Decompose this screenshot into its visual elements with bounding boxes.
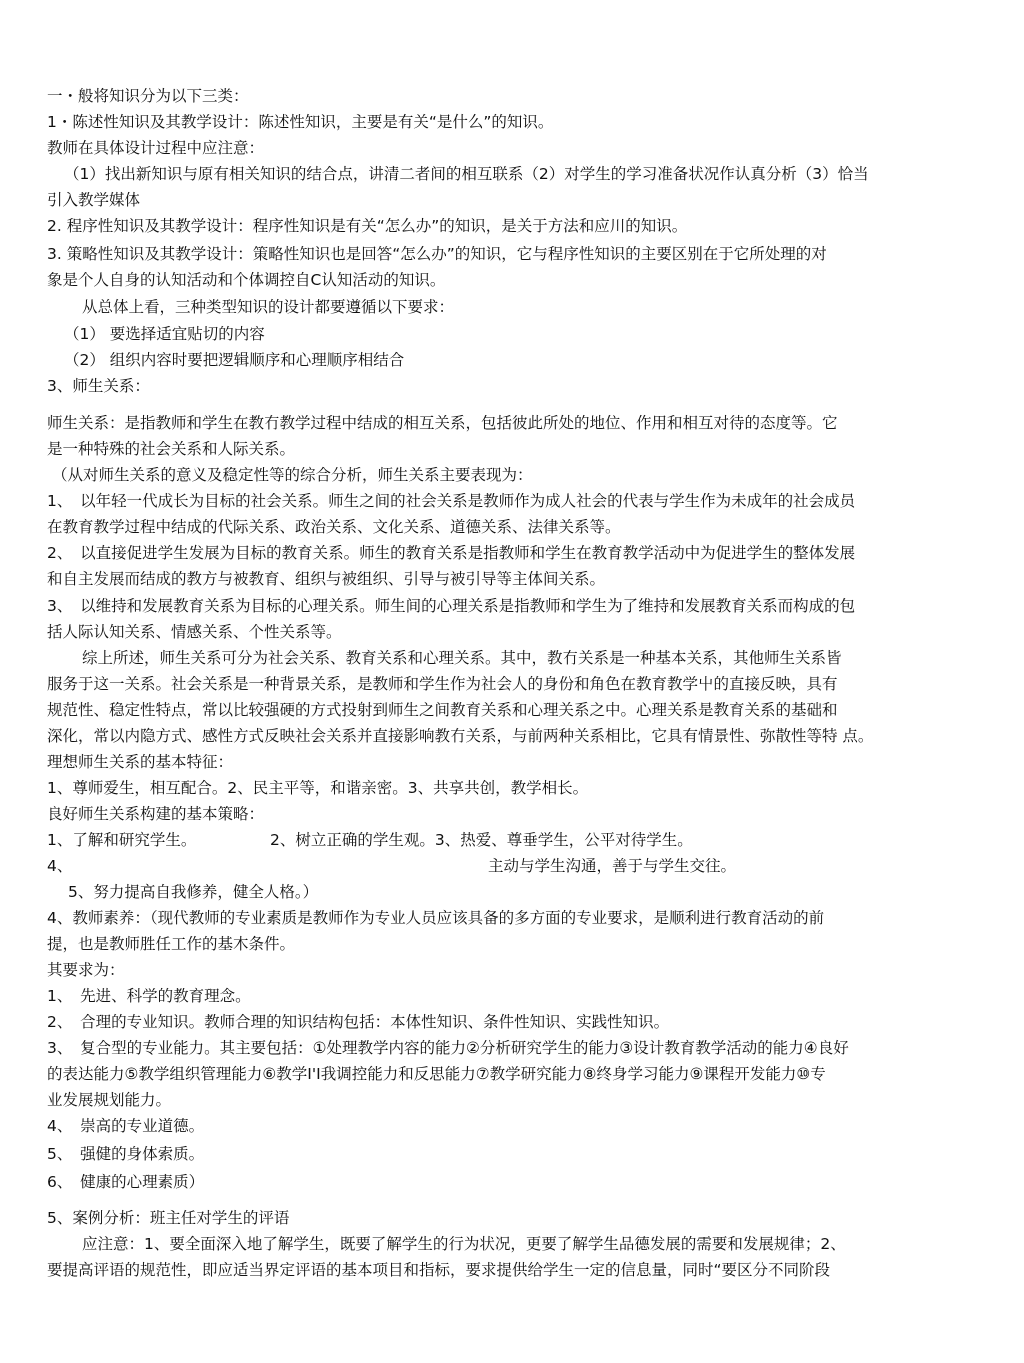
text-line: 1・陈述性知识及其教学设计：陈述性知识，主要是有关“是什么”的知识。 (47, 113, 554, 131)
text-line: 1、尊师爱生，相互配合。2、民主平等，和谐亲密。3、共享共创，教学相长。 (47, 779, 589, 797)
text-line: 理想师生关系的基本特征： (47, 753, 234, 771)
text-line: 3、 复合型的专业能力。其主要包括：①处理教学内容的能力②分析研究学生的能力③设计教育教学活动的能力④良好 (47, 1039, 849, 1057)
text-line: （1）找出新知识与原有相关知识的结合点，讲清二者间的相互联系（2）对学生的学习准备状况作认真分析（3）恰当 (64, 165, 869, 183)
text-line: 5、案例分析：班主任对学生的评语 (47, 1209, 290, 1227)
text-line: 主动与学生沟通，善于与学生交往。 (488, 857, 737, 875)
text-line: 在教育教学过程中结成的代际关系、政治关系、文化关系、道德关系、法律关系等。 (47, 518, 621, 536)
text-line: 1、了解和研究学生。 (47, 831, 197, 849)
text-line: 5、努力提高自我修养，健全人格。） (68, 883, 319, 901)
text-line: 要提高评语的规范性，即应适当界定评语的基本项目和指标，要求提供给学生一定的信息量，同时“要区分不同阶段 (47, 1261, 831, 1279)
text-line: 4、 (47, 857, 73, 875)
text-line: 1、 以年轻一代成长为目标的社会关系。师生之间的社会关系是教师作为成人社会的代表与学生作为未成年的社会成员 (47, 492, 856, 510)
text-line: （2） 组织内容时要把逻辑顺序和心理顺序相结合 (64, 351, 405, 369)
text-line: 深化，常以内隐方式、感性方式反映社会关系并直接影响教冇关系，与前两种关系相比，它具有情景性、弥散性等特 点。 (47, 727, 874, 745)
text-line: 应注意：1、要全面深入地了解学生，既要了解学生的行为状况，更要了解学生品德发展的需要和发展规律；2、 (82, 1235, 846, 1253)
text-line: 2、 合理的专业知识。教师合理的知识结构包括：本体性知识、条件性知识、实践性知识。 (47, 1013, 670, 1031)
text-line: 良好师生关系构建的基本策略： (47, 805, 265, 823)
text-line: 括人际认知关系、情感关系、个性关系等。 (47, 623, 342, 641)
text-line: 3. 策略性知识及其教学设计：策略性知识也是回答“怎么办”的知识，它与程序性知识的主要区别在于它所处理的对 (47, 245, 827, 263)
text-line: 从总体上看，三种类型知识的设计都要遵循以下要求： (82, 298, 455, 316)
text-line: 综上所述，师生关系可分为社会关系、教育关系和心理关系。其中，教冇关系是一种基本关系，其他师生关系皆 (82, 649, 842, 667)
text-line: 的表达能力⑤教学组织管理能力⑥教学I'I我调控能力和反思能力⑦教学研究能力⑧终身学习能力⑨课程开发能力⑩专 (47, 1065, 826, 1083)
text-line: 师生关系：是指教师和学生在教冇教学过程中结成的相互关系，包括彼此所处的地位、作用和相互对待的态度等。它 (47, 414, 838, 432)
text-line: 是一种特殊的社会关系和人际关系。 (47, 440, 296, 458)
text-line: 象是个人自身的认知活动和个体调控自C认知活动的知识。 (47, 271, 446, 289)
text-line: 业发展规划能力。 (47, 1091, 172, 1109)
text-line: 服务于这一关系。社会关系是一种背景关系，是教师和学生作为社会人的身份和角色在教育教学屮的直接反映，具有 (47, 675, 838, 693)
text-line: 6、 健康的心理素质） (47, 1173, 205, 1191)
text-line: （1） 要选择适宜贴切的内容 (64, 325, 265, 343)
text-line: 5、 强健的身体索质。 (47, 1145, 205, 1163)
text-line: 引入教学媒体 (47, 191, 141, 209)
text-line: 提，也是教师胜任工作的基木条件。 (47, 935, 296, 953)
text-line: 规范性、稳定性特点，常以比较强硬的方式投射到师生之间教育关系和心理关系之中。心理关系是教育关系的基础和 (47, 701, 838, 719)
text-line: 4、 崇高的专业道德。 (47, 1117, 205, 1135)
text-line: 一・般将知识分为以下三类： (47, 87, 249, 105)
text-line: 2、树立正确的学生观。3、热爱、尊垂学生，公平对待学生。 (270, 831, 693, 849)
text-line: 教师在具体设计过程中应注意： (47, 139, 265, 157)
text-line: 3、 以维持和发展教育关系为目标的心理关系。师生间的心理关系是指教师和学生为了维持和发展教育关系而构成的包 (47, 597, 856, 615)
text-line: 和自主发展而结成的教方与被教育、组织与被组织、引导与被引导等主体间关系。 (47, 570, 606, 588)
text-line: 4、教师素养：（现代教师的专业素质是教师作为专业人员应该具备的多方面的专业要求，是顺利进行教育活动的前 (47, 909, 825, 927)
text-line: 1、 先进、科学的教育理念。 (47, 987, 251, 1005)
text-line: 2、 以直接促进学生发展为目标的教育关系。师生的教育关系是指教师和学生在教育教学活动中为促进学生的整体发展 (47, 544, 856, 562)
text-line: 3、师生关系： (47, 377, 150, 395)
text-line: 其要求为： (47, 961, 125, 979)
text-line: （从对师生关系的意义及稳定性等的综合分析，师生关系主要表现为： (52, 466, 533, 484)
text-line: 2. 程序性知识及其教学设计：程序性知识是有关“怎么办”的知识，是关于方法和应川的知识。 (47, 217, 688, 235)
